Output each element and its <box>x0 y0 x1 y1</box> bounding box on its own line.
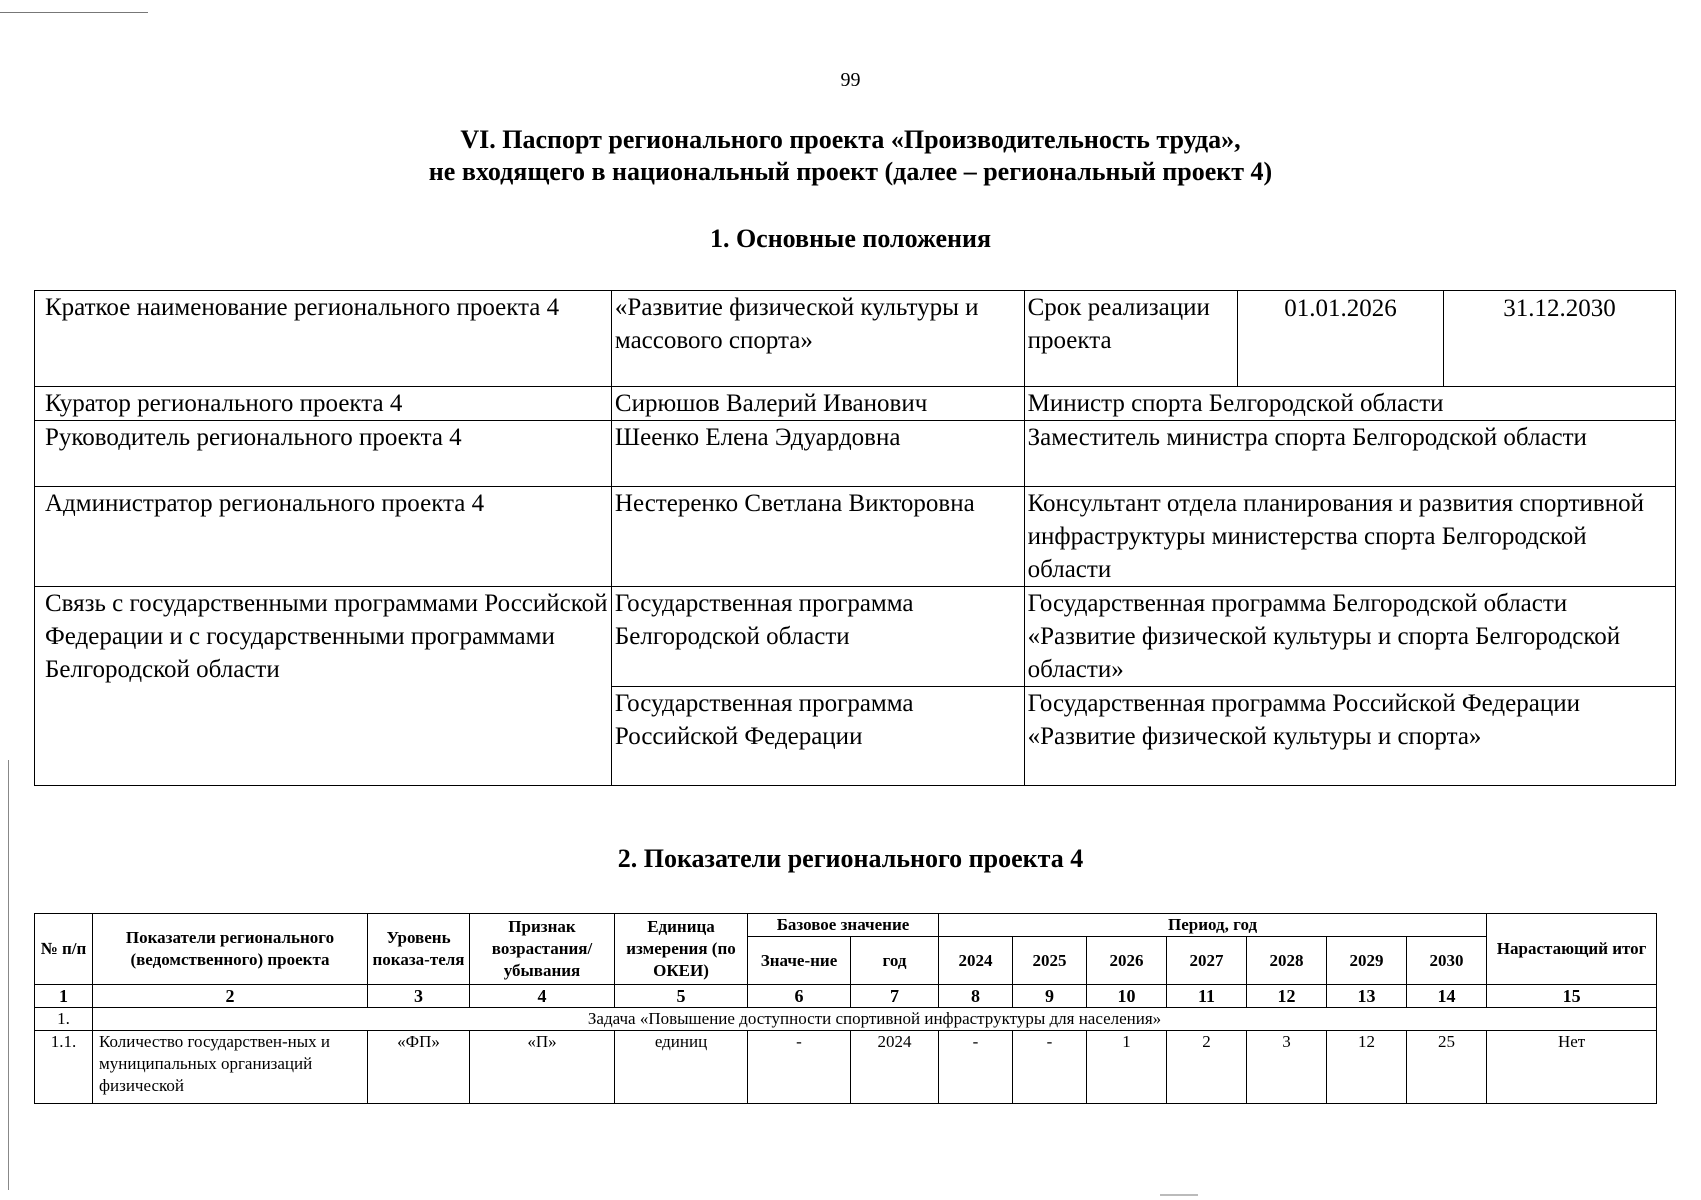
section-2-title: 2. Показатели регионального проекта 4 <box>617 844 1084 873</box>
col-header-cumulative: Нарастающий итог <box>1487 914 1657 985</box>
col-header-base-value: Значе-ние <box>748 937 851 985</box>
task-row <box>35 1008 1657 1031</box>
col-header-year: 2024 <box>939 937 1013 985</box>
column-number: 7 <box>851 985 939 1008</box>
column-number: 1 <box>35 985 93 1008</box>
row-year-value: 25 <box>1407 1031 1487 1104</box>
scan-artifact-line <box>8 760 9 1190</box>
short-name-value: «Развитие физической культуры и массового спорта» <box>611 291 1024 387</box>
indicators-table <box>34 913 1657 1104</box>
document-title <box>0 124 1701 188</box>
col-header-period: Период, год <box>939 914 1487 937</box>
row-year-value: 1 <box>1087 1031 1167 1104</box>
short-name-label: Краткое наименование регионального проекта 4 <box>35 291 612 387</box>
head-label: Руководитель регионального проекта 4 <box>35 421 612 487</box>
document-title-line-2: не входящего в национальный проект (далее – региональный проект 4) <box>428 157 1273 186</box>
col-header-year: 2027 <box>1167 937 1247 985</box>
column-number: 6 <box>748 985 851 1008</box>
row-unit: единиц <box>615 1031 748 1104</box>
indicators-header-row-1 <box>35 914 1657 937</box>
row-indicator: Количество государствен-ных и муниципальных организаций физической <box>93 1031 368 1104</box>
column-numbers-row <box>35 985 1657 1008</box>
column-number: 4 <box>470 985 615 1008</box>
row-year-value: - <box>939 1031 1013 1104</box>
row-year-value: 2 <box>1167 1031 1247 1104</box>
row-year-value: 3 <box>1247 1031 1327 1104</box>
row-base-value: - <box>748 1031 851 1104</box>
column-number: 3 <box>368 985 470 1008</box>
head-name: Шеенко Елена Эдуардовна <box>611 421 1024 487</box>
head-position: Заместитель министра спорта Белгородской области <box>1024 421 1675 487</box>
task-num: 1. <box>35 1008 93 1031</box>
column-number: 15 <box>1487 985 1657 1008</box>
col-header-trend: Признак возрастания/ убывания <box>470 914 615 985</box>
col-header-year: 2030 <box>1407 937 1487 985</box>
passport-table <box>34 290 1676 786</box>
column-number: 2 <box>93 985 368 1008</box>
term-label: Срок реализации проекта <box>1024 291 1237 387</box>
curator-position: Министр спорта Белгородской области <box>1024 387 1675 421</box>
col-header-unit: Единица измерения (по ОКЕИ) <box>615 914 748 985</box>
passport-row-links-regional <box>35 587 1676 687</box>
col-header-level: Уровень показа-теля <box>368 914 470 985</box>
column-number: 9 <box>1013 985 1087 1008</box>
col-header-year: 2028 <box>1247 937 1327 985</box>
row-trend: «П» <box>470 1031 615 1104</box>
program-type-federal: Государственная программа Российской Федерации <box>611 687 1024 786</box>
row-base-year: 2024 <box>851 1031 939 1104</box>
curator-label: Куратор регионального проекта 4 <box>35 387 612 421</box>
passport-row-head <box>35 421 1676 487</box>
administrator-label: Администратор регионального проекта 4 <box>35 487 612 587</box>
row-cumulative: Нет <box>1487 1031 1657 1104</box>
column-number: 13 <box>1327 985 1407 1008</box>
passport-row-short-name <box>35 291 1676 387</box>
administrator-position: Консультант отдела планирования и развития спортивной инфраструктуры министерства спорта Белгородской области <box>1024 487 1675 587</box>
term-start-date: 01.01.2026 <box>1238 291 1444 387</box>
program-type-regional: Государственная программа Белгородской области <box>611 587 1024 687</box>
administrator-name: Нестеренко Светлана Викторовна <box>611 487 1024 587</box>
passport-row-curator <box>35 387 1676 421</box>
col-header-year: 2029 <box>1327 937 1407 985</box>
row-year-value: 12 <box>1327 1031 1407 1104</box>
column-number: 5 <box>615 985 748 1008</box>
program-value-federal: Государственная программа Российской Федерации «Развитие физической культуры и спорта» <box>1024 687 1675 786</box>
row-level: «ФП» <box>368 1031 470 1104</box>
column-number: 10 <box>1087 985 1167 1008</box>
scan-artifact-mark <box>1160 1194 1198 1196</box>
column-number: 12 <box>1247 985 1327 1008</box>
term-end-date: 31.12.2030 <box>1443 291 1675 387</box>
col-header-base-year: год <box>851 937 939 985</box>
row-num: 1.1. <box>35 1031 93 1104</box>
column-number: 8 <box>939 985 1013 1008</box>
program-links-label: Связь с государственными программами Российской Федерации и с государственными программами Белгородской области <box>35 587 612 786</box>
col-header-base: Базовое значение <box>748 914 939 937</box>
col-header-year: 2025 <box>1013 937 1087 985</box>
task-text: Задача «Повышение доступности спортивной инфраструктуры для населения» <box>93 1008 1657 1031</box>
row-year-value: - <box>1013 1031 1087 1104</box>
passport-row-administrator <box>35 487 1676 587</box>
table-row <box>35 1031 1657 1104</box>
document-title-line-1: VI. Паспорт регионального проекта «Производительность труда», <box>460 125 1241 154</box>
section-1-title: 1. Основные положения <box>709 224 992 253</box>
col-header-year: 2026 <box>1087 937 1167 985</box>
col-header-num: № п/п <box>35 914 93 985</box>
column-number: 11 <box>1167 985 1247 1008</box>
scan-artifact-line <box>0 12 148 13</box>
curator-name: Сирюшов Валерий Иванович <box>611 387 1024 421</box>
page-number: 99 <box>840 69 861 91</box>
column-number: 14 <box>1407 985 1487 1008</box>
program-value-regional: Государственная программа Белгородской области «Развитие физической культуры и спорта Белгородской области» <box>1024 587 1675 687</box>
col-header-indicator: Показатели регионального (ведомственного) проекта <box>93 914 368 985</box>
